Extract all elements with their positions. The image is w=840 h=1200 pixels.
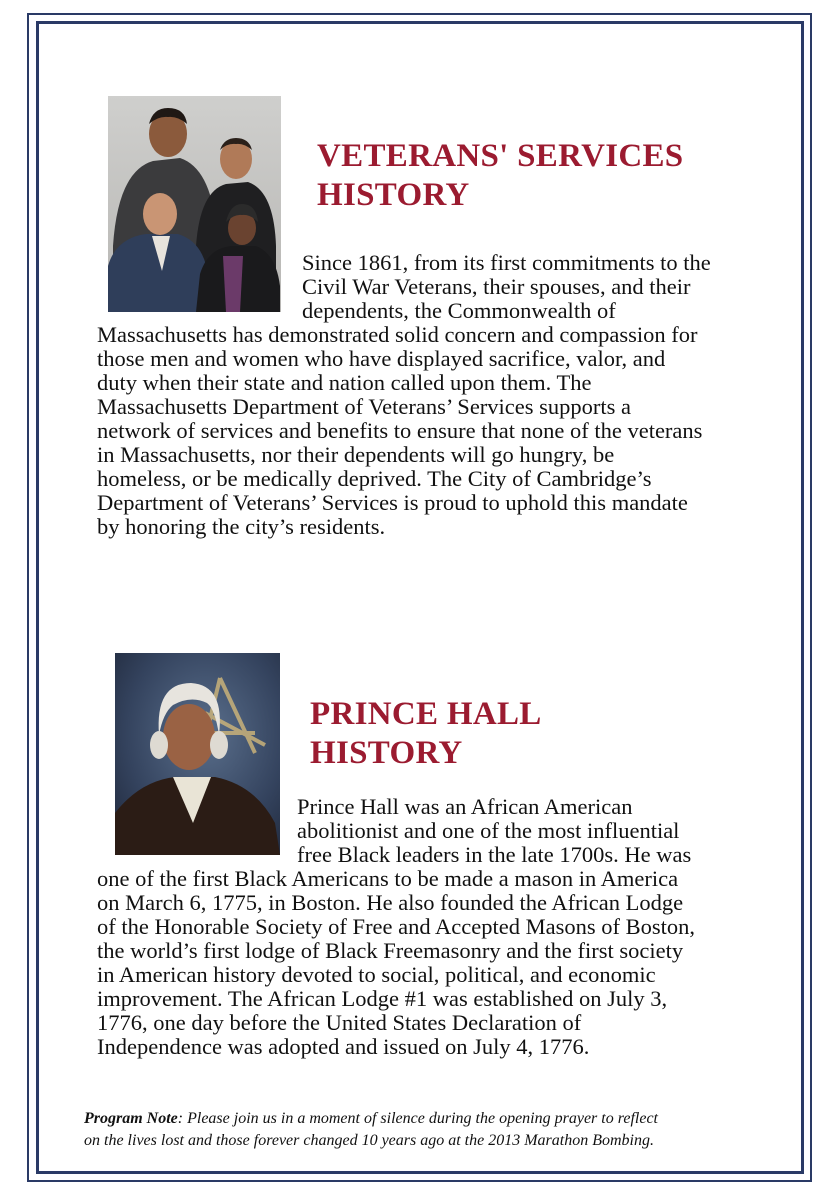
program-note-label: Program Note	[84, 1110, 178, 1127]
paragraph-line: homeless, or be medically deprived. The City of Cambridge’s	[97, 466, 652, 491]
paragraph-line: 1776, one day before the United States Declaration of	[97, 1010, 582, 1035]
prince-hall-heading-line: PRINCE HALL	[310, 696, 542, 732]
paragraph-line: on March 6, 1775, in Boston. He also founded the African Lodge	[97, 890, 684, 915]
paragraph-line: Since 1861, from its first commitments to the	[302, 250, 711, 275]
program-note-text: : Please join us in a moment of silence during the opening prayer to reflect	[177, 1110, 658, 1127]
paragraph-line: in Massachusetts, nor their dependents will go hungry, be	[97, 442, 615, 467]
prince-hall-paragraph	[97, 795, 797, 1059]
paragraph-line: duty when their state and nation called upon them. The	[97, 370, 592, 395]
paragraph-line: by honoring the city’s residents.	[97, 514, 386, 539]
paragraph-line: one of the first Black Americans to be made a mason in America	[97, 866, 679, 891]
paragraph-line: those men and women who have displayed sacrifice, valor, and	[97, 346, 666, 371]
paragraph-line: the world’s first lodge of Black Freemasonry and the first society	[97, 938, 684, 963]
paragraph-line: Department of Veterans’ Services is proud to uphold this mandate	[97, 490, 688, 515]
veterans-paragraph	[97, 251, 797, 539]
paragraph-line: abolitionist and one of the most influential	[297, 818, 680, 843]
paragraph-line: Independence was adopted and issued on July 4, 1776.	[97, 1034, 590, 1059]
prince-hall-heading	[310, 695, 542, 773]
paragraph-line: improvement. The African Lodge #1 was established on July 3,	[97, 986, 668, 1011]
paragraph-line: Massachusetts Department of Veterans’ Services supports a	[97, 394, 632, 419]
paragraph-line: Prince Hall was an African American	[297, 794, 633, 819]
paragraph-line: of the Honorable Society of Free and Accepted Masons of Boston,	[97, 914, 695, 939]
paragraph-line: in American history devoted to social, political, and economic	[97, 962, 656, 987]
veterans-heading	[317, 137, 683, 215]
paragraph-line: free Black leaders in the late 1700s. He was	[297, 842, 692, 867]
prince-hall-heading-line: HISTORY	[310, 735, 463, 771]
paragraph-line: Massachusetts has demonstrated solid concern and compassion for	[97, 322, 698, 347]
veterans-heading-line: VETERANS' SERVICES	[317, 138, 684, 174]
program-note-text: on the lives lost and those forever changed 10 years ago at the 2013 Marathon Bombing.	[84, 1132, 654, 1149]
paragraph-line: network of services and benefits to ensure that none of the veterans	[97, 418, 703, 443]
veterans-heading-line: HISTORY	[317, 177, 470, 213]
paragraph-line: Civil War Veterans, their spouses, and their	[302, 274, 691, 299]
program-note	[84, 1108, 658, 1152]
paragraph-line: dependents, the Commonwealth of	[302, 298, 616, 323]
